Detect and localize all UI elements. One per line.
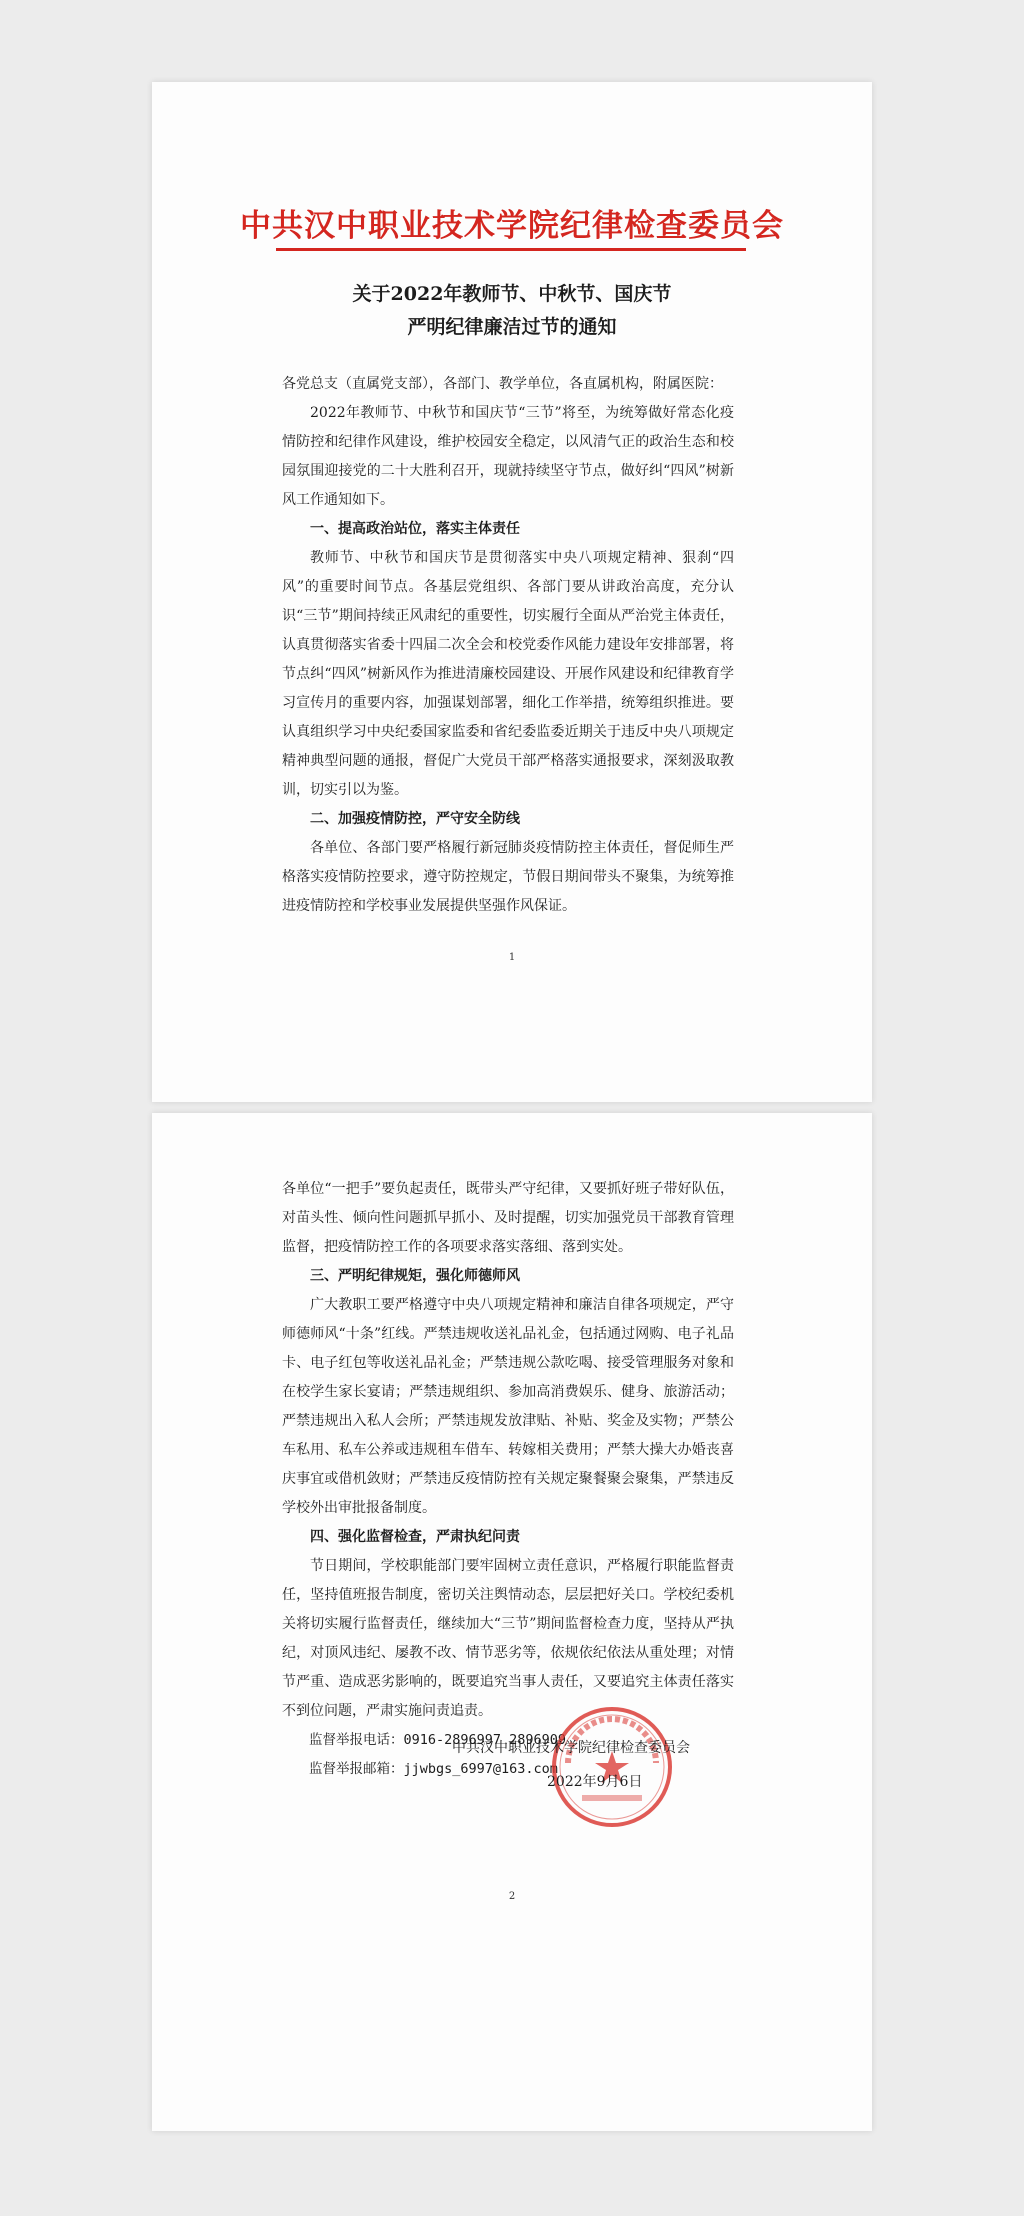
page-number: 2 xyxy=(508,1891,516,1902)
section-4-paragraph: 节日期间，学校职能部门要牢固树立责任意识，严格履行职能监督责任，坚持值班报告制度，密切关注舆情动态，层层把好关口。学校纪委机关将切实履行监督责任，继续加大“三节”期间监督检查力度，坚持从严执纪，对顶风违纪、屡教不改、情节恶劣等，依规依纪依法从重处理；对情节严重、造成恶劣影响的，既要追究当事人责任，又要追究主体责任落实不到位问题，严肃实施问责追责。 xyxy=(282,1558,734,1719)
email-line: 监督举报邮箱：jjwbgs_6997@163.com xyxy=(309,1761,558,1777)
intro-paragraph: 2022年教师节、中秋节和国庆节“三节”将至，为统筹做好常态化疫情防控和纪律作风建设，维护校园安全稳定，以风清气正的政治生态和校园氛围迎接党的二十大胜利召开，现就持续坚守节点，做好纠“四风”树新风工作通知如下。 xyxy=(282,405,734,508)
issuer-header-title: 中共汉中职业技术学院纪律检查委员会 xyxy=(240,208,784,244)
section-3-paragraph: 广大教职工要严格遵守中央八项规定精神和廉洁自律各项规定，严守师德师风“十条”红线。严禁违规收送礼品礼金，包括通过网购、电子礼品卡、电子红包等收送礼品礼金；严禁违规公款吃喝、接受管理服务对象和在校学生家长宴请；严禁违规组织、参加高消费娱乐、健身、旅游活动；严禁违规出入私人会所；严禁违规发放津贴、补贴、奖金及实物；严禁公车私用、私车公养或违规租车借车、转嫁相关费用；严禁大操大办婚丧喜庆事宜或借机敛财；严禁违反疫情防控有关规定聚餐聚会聚集，严禁违反学校外出审批报备制度。 xyxy=(282,1297,734,1516)
hotline-line: 监督举报电话：0916-2896997 2896909 xyxy=(309,1732,567,1748)
section-2-paragraph: 各单位、各部门要严格履行新冠肺炎疫情防控主体责任，督促师生严格落实疫情防控要求，遵守防控规定，节假日期间带头不聚集，为统筹推进疫情防控和学校事业发展提供坚强作风保证。 xyxy=(282,840,734,914)
page-1-body xyxy=(282,370,734,921)
official-seal-stamp xyxy=(548,1703,676,1831)
page-number: 1 xyxy=(508,952,516,963)
recipients-line: 各党总支（直属党支部），各部门、教学单位，各直属机构，附属医院： xyxy=(282,376,723,392)
document-page-2 xyxy=(152,1113,872,2131)
header-red-rule xyxy=(276,248,746,251)
page-2-body xyxy=(282,1175,734,1784)
signature-date: 2022年9月6日 xyxy=(547,1774,643,1790)
document-title xyxy=(212,278,812,344)
section-3-heading: 三、严明纪律规矩，强化师德师风 xyxy=(310,1268,520,1284)
document-page-1 xyxy=(152,82,872,1102)
section-2-heading: 二、加强疫情防控，严守安全防线 xyxy=(310,811,520,827)
section-1-heading: 一、提高政治站位，落实主体责任 xyxy=(310,521,520,537)
section-4-heading: 四、强化监督检查，严肃执纪问责 xyxy=(310,1529,520,1545)
document-title-line-2: 严明纪律廉洁过节的通知 xyxy=(407,316,617,338)
signature-organization: 中共汉中职业技术学院纪律检查委员会 xyxy=(452,1740,690,1756)
section-1-paragraph: 教师节、中秋节和国庆节是贯彻落实中央八项规定精神、狠刹“四风”的重要时间节点。各基层党组织、各部门要从讲政治高度，充分认识“三节”期间持续正风肃纪的重要性，切实履行全面从严治党主体责任，认真贯彻落实省委十四届二次全会和校党委作风能力建设年安排部署，将节点纠“四风”树新风作为推进清廉校园建设、开展作风建设和纪律教育学习宣传月的重要内容，加强谋划部署，细化工作举措，统筹组织推进。要认真组织学习中央纪委国家监委和省纪委监委近期关于违反中央八项规定精神典型问题的通报，督促广大党员干部严格落实通报要求，深刻汲取教训，切实引以为鉴。 xyxy=(282,550,734,798)
document-title-line-1: 关于2022年教师节、中秋节、国庆节 xyxy=(352,283,672,305)
continuation-paragraph: 各单位“一把手”要负起责任，既带头严守纪律，又要抓好班子带好队伍，对苗头性、倾向性问题抓早抓小、及时提醒，切实加强党员干部教育管理监督，把疫情防控工作的各项要求落实落细、落到实处。 xyxy=(282,1181,734,1255)
